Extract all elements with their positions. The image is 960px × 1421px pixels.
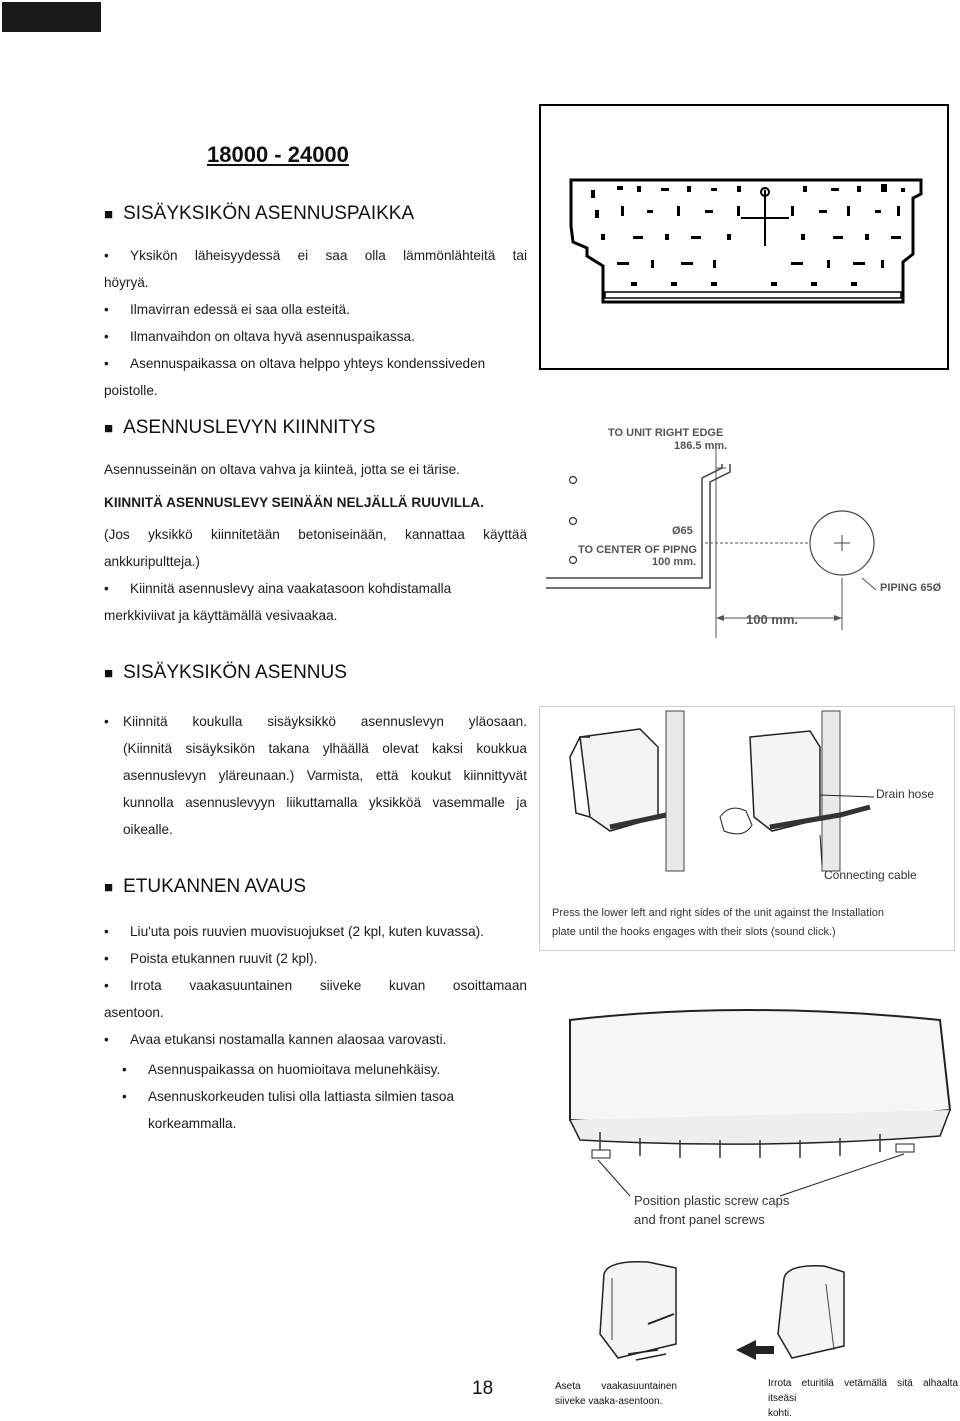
piping-dimension-figure xyxy=(540,418,956,638)
list-item: • Asennuspaikassa on huomioitava melunehkäisy. xyxy=(122,1056,527,1083)
caption-line: Aseta vaakasuuntainen xyxy=(555,1381,677,1392)
front-cover-figure xyxy=(540,1000,960,1240)
indoor-install-figure xyxy=(539,706,955,951)
mounting-plate-drawing xyxy=(541,106,947,368)
connecting-cable-label: Connecting cable xyxy=(824,868,917,882)
center-of-piping-label: TO CENTER OF PIPNG xyxy=(578,544,697,556)
pipe-diameter-label: Ø65 xyxy=(672,525,693,537)
right-edge-label: TO UNIT RIGHT EDGE xyxy=(608,427,724,439)
list-item-continued: (Kiinnitä sisäyksikön takana ylhäällä olevat kaksi koukkua xyxy=(123,741,527,756)
piping-dimension-drawing xyxy=(540,418,956,638)
bottom-dimension-label: 100 mm. xyxy=(746,612,799,627)
heading-text: ETUKANNEN AVAUS xyxy=(123,876,307,897)
caption-line: kohti. xyxy=(768,1408,792,1419)
front-cover-drawing xyxy=(540,1000,960,1240)
caption-line: Irrota eturitilä vetämällä sitä alhaalta itseäsi xyxy=(768,1378,958,1404)
page-title: 18000 - 24000 xyxy=(207,142,349,167)
placement-list xyxy=(104,242,527,404)
square-bullet-icon: ■ xyxy=(104,665,114,682)
indoor-install-drawing xyxy=(540,707,954,950)
square-bullet-icon: ■ xyxy=(104,879,114,896)
list-item-continued: asennuslevyn yläreunaan.) Varmista, että koukut kiinnittyvät xyxy=(123,768,527,783)
square-bullet-icon: ■ xyxy=(104,420,114,437)
list-item: • Kiinnitä asennuslevy aina vaakatasoon kohdistamalla xyxy=(104,575,527,602)
list-item: • Ilmanvaihdon on oltava hyvä asennuspaikassa. xyxy=(104,323,527,350)
front-caption-line2: and front panel screws xyxy=(634,1212,765,1227)
paragraph: (Jos yksikkö kiinnitetään betoniseinään, kannattaa käyttää xyxy=(104,527,527,542)
heading-text: SISÄYKSIKÖN ASENNUSPAIKKA xyxy=(123,203,415,224)
install-note-line2: plate until the hooks engages with their slots (sound click.) xyxy=(552,926,836,938)
drain-hose-label: Drain hose xyxy=(876,787,935,801)
list-item-continued: höyryä. xyxy=(104,275,149,290)
list-item: • Poista etukannen ruuvit (2 kpl). xyxy=(104,945,527,972)
indoor-install-text xyxy=(104,708,527,843)
list-item: • Asennuspaikassa on oltava helppo yhteys kondenssiveden xyxy=(104,350,527,377)
list-item: • Asennuskorkeuden tulisi olla lattiasta silmien tasoa xyxy=(122,1083,527,1110)
piping-size-label: PIPING 65Ø xyxy=(880,582,942,594)
list-item-continued: kunnolla asennuslevyyn liikuttamalla yksikköä vasemmalle ja xyxy=(123,795,527,810)
paragraph-bold: KIINNITÄ ASENNUSLEVY SEINÄÄN NELJÄLLÄ RUUVILLA. xyxy=(104,495,484,510)
list-item: • Yksikön läheisyydessä ei saa olla lämmönlähteitä tai xyxy=(104,242,527,269)
list-item: • Irrota vaakasuuntainen siiveke kuvan osoittamaan xyxy=(104,972,527,999)
list-item-continued: oikealle. xyxy=(123,822,173,837)
footer-caption-left xyxy=(555,1379,677,1409)
caption-line: siiveke vaaka-asentoon. xyxy=(555,1396,663,1407)
footer-caption-right xyxy=(768,1376,958,1421)
list-item-continued: korkeammalla. xyxy=(148,1116,237,1131)
mounting-plate-text xyxy=(104,456,527,629)
list-item: • Liu'uta pois ruuvien muovisuojukset (2 kpl, kuten kuvassa). xyxy=(104,918,527,945)
section-heading-indoor-install xyxy=(104,662,347,684)
section-heading-front-cover xyxy=(104,876,306,898)
paragraph-continued: ankkuripultteja.) xyxy=(104,554,200,569)
section-heading-mounting-plate xyxy=(104,417,375,439)
list-item-continued: asentoon. xyxy=(104,1005,164,1020)
heading-text: SISÄYKSIKÖN ASENNUS xyxy=(123,662,347,683)
front-cover-list xyxy=(104,918,527,1137)
list-item: • Avaa etukansi nostamalla kannen alaosaa varovasti. xyxy=(104,1026,527,1053)
install-note-line1: Press the lower left and right sides of the unit against the Installation xyxy=(552,907,885,919)
mounting-plate-figure xyxy=(539,104,949,370)
list-item-continued: merkkiviivat ja käyttämällä vesivaakaa. xyxy=(104,608,338,623)
heading-text: ASENNUSLEVYN KIINNITYS xyxy=(123,417,376,438)
right-edge-value: 186.5 mm. xyxy=(674,440,728,452)
side-view-figures xyxy=(588,1254,960,1374)
corner-tab xyxy=(2,2,101,32)
section-heading-placement xyxy=(104,203,414,225)
paragraph: Asennusseinän on oltava vahva ja kiinteä, jotta se ei tärise. xyxy=(104,462,460,477)
list-item: • Ilmavirran edessä ei saa olla esteitä. xyxy=(104,296,527,323)
side-view-drawing xyxy=(588,1254,960,1374)
front-caption-line1: Position plastic screw caps xyxy=(634,1193,790,1208)
page-number: 18 xyxy=(472,1378,494,1399)
list-item-continued: poistolle. xyxy=(104,383,158,398)
list-item: • Kiinnitä koukulla sisäyksikkö asennuslevyn yläosaan. xyxy=(104,708,527,735)
center-of-piping-value: 100 mm. xyxy=(652,556,697,568)
square-bullet-icon: ■ xyxy=(104,206,114,223)
